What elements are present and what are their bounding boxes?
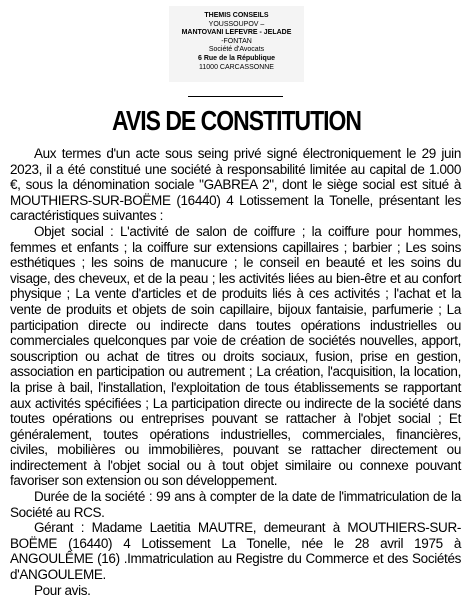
- paragraph-gerant: Gérant : Madame Laetitia MAUTRE, demeurant à MOUTHIERS-SUR-BOËME (16440) 4 Lotissement La Tonelle, née le 28 avril 1975 à ANGOULÊME (16) .Immatriculation au Registre du Commerce et des Sociétés d'ANGOULEME.: [10, 520, 461, 583]
- firm-address: 6 Rue de la République: [197, 54, 275, 62]
- paragraph-constitution: Aux termes d'un acte sous seing privé signé électroniquement le 29 juin 2023, il a été constitué une société à responsabilité limitée au capital de 1.000 €, sous la dénomination sociale "GABREA 2", dont le siège social est situé à MOUTHIERS-SUR-BOËME (16440) 4 Lotissement la Tonelle, présentant les caractéristiques suivantes :: [10, 146, 461, 224]
- firm-line-4: -FONTAN: [221, 37, 252, 45]
- firm-line-3: MANTOVANI LEFEVRE - JELADE: [181, 29, 292, 37]
- firm-line-2: YOUSSOUPOV –: [208, 20, 265, 28]
- firm-line-5: Société d'Avocats: [208, 46, 265, 54]
- notice-title: AVIS DE CONSTITUTION: [111, 105, 362, 136]
- paragraph-objet-social: Objet social : L'activité de salon de coiffure ; la coiffure pour hommes, femmes et enfants ; la coiffure sur extensions capillaires ; barbier ; Les soins esthétiques ; les soins de manucure ; le conseil en beauté et les soins du visage, des cheveux, et de la peau ; les activités liées au bien-être et au confort physique ; La vente d'articles et de produits liés à ces activités ; l'achat et la vente de produits et objets de soin capillaire, bijoux fantaisie, parfumerie ; La participation directe ou indirecte dans toutes opérations industrielles ou commerciales quelconques par voie de création de sociétés nouvelles, apport, souscription ou achat de titres ou droits sociaux, fusion, prise en gestion, association en participation ou autrement ; La création, l'acquisition, la location, la prise à bail, l'installation, l'exploitation de tous établissements se rapportant aux activités spécifiées ; La participation directe ou indirecte de la société dans toutes opérations ou entreprises pouvant se rattacher à l'objet social ; Et généralement, toutes opérations industrielles, commerciales, financières, civiles, mobilières ou immobilières, pouvant se rattacher directement ou indirectement à l'objet social ou à tout objet similaire ou connexe pouvant favoriser son extension ou son développement.: [10, 223, 461, 489]
- notice-body: [10, 146, 461, 598]
- paragraph-duree: Durée de la société : 99 ans à compter de la date de l'immatriculation de la Société au RCS.: [10, 489, 461, 520]
- firm-city: 11000 CARCASSONNE: [199, 63, 274, 71]
- paragraph-pour-avis: Pour avis.: [34, 582, 91, 598]
- firm-name: THEMIS CONSEILS: [204, 12, 269, 19]
- header-divider: [188, 96, 283, 97]
- law-firm-header: [150, 12, 323, 72]
